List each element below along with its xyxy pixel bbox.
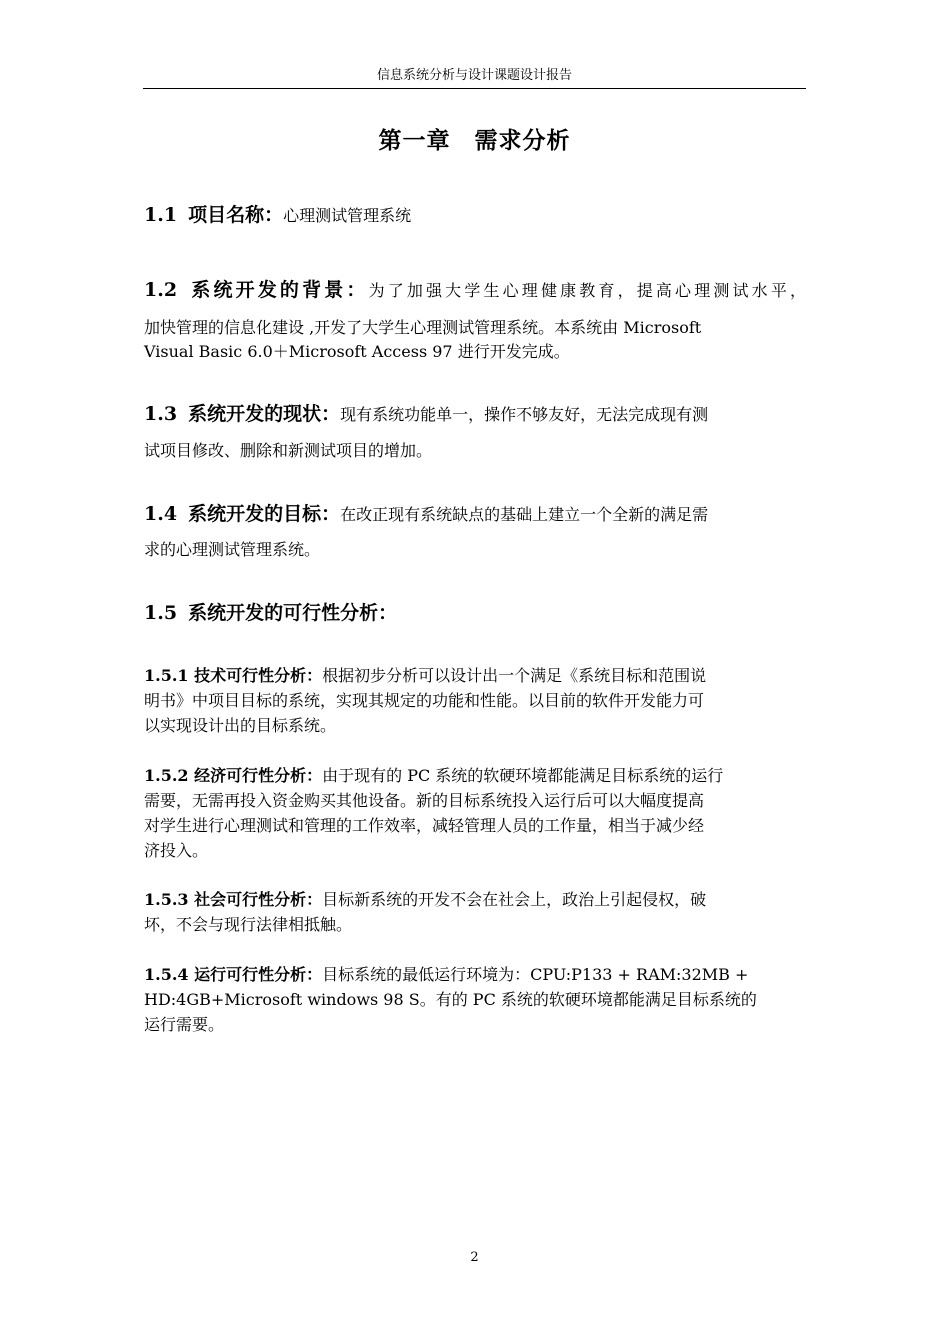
section-heading: 系统开发的可行性分析： [188,602,398,624]
section-1-3 [144,400,806,460]
section-text: 为了加强大学生心理健康教育，提高心理测试水平， [368,281,806,300]
section-number: 1.2 [144,279,178,301]
subsection-text: 对学生进行心理测试和管理的工作效率，减轻管理人员的工作量，相当于减少经 [144,816,705,835]
subsection-text: 由于现有的 PC 系统的软硬环境都能满足目标系统的运行 [322,766,724,785]
subsection-text: HD:4GB+Microsoft windows 98 S。有的 PC 系统的软硬环境都能满足目标系统的 [144,990,757,1009]
section-1-1 [144,201,806,230]
subsection-text: 目标系统的最低运行环境为：CPU:P133 + RAM:32MB + [322,965,749,984]
subsection-1-5-1 [144,663,806,738]
section-text-continued: 求的心理测试管理系统。 [144,540,321,559]
section-text-continued: Visual Basic 6.0＋Microsoft Access 97 进行开发完成。 [144,342,570,361]
subsection-text: 明书》中项目目标的系统，实现其规定的功能和性能。以目前的软件开发能力可 [144,691,705,710]
subsection-text: 济投入。 [144,841,209,860]
page-number: 2 [470,1250,479,1265]
section-1-2 [144,276,806,361]
subsection-text: 坏，不会与现行法律相抵触。 [144,915,353,934]
header-rule [143,88,806,89]
subsection-text: 需要，无需再投入资金购买其他设备。新的目标系统投入运行后可以大幅度提高 [144,791,705,810]
running-header: 信息系统分析与设计课题设计报告 [376,68,572,83]
section-heading: 系统开发的现状： [188,403,341,425]
section-text: 现有系统功能单一，操作不够友好，无法完成现有测 [340,405,709,424]
subsection-heading: 1.5.1 技术可行性分析： [144,666,323,685]
section-heading: 系统开发的背景： [191,279,369,301]
section-text: 心理测试管理系统 [283,206,412,225]
section-text-continued: 加快管理的信息化建设 ,开发了大学生心理测试管理系统。本系统由 Microsoft [144,318,702,337]
section-heading: 系统开发的目标： [188,503,341,525]
subsection-1-5-4 [144,962,806,1037]
section-number: 1.1 [144,204,178,226]
subsection-text: 目标新系统的开发不会在社会上，政治上引起侵权，破 [322,890,707,909]
subsection-1-5-2 [144,763,806,863]
chapter-title: 第一章 需求分析 [378,127,571,154]
section-number: 1.5 [144,602,178,624]
section-text: 在改正现有系统缺点的基础上建立一个全新的满足需 [340,505,709,524]
subsection-text: 以实现设计出的目标系统。 [144,716,337,735]
subsection-heading: 1.5.4 运行可行性分析： [144,965,323,984]
subsection-text: 运行需要。 [144,1015,225,1034]
subsection-heading: 1.5.3 社会可行性分析： [144,890,323,909]
section-heading: 项目名称： [188,204,284,226]
subsection-heading: 1.5.2 经济可行性分析： [144,766,323,785]
section-text-continued: 试项目修改、删除和新测试项目的增加。 [144,441,433,460]
section-number: 1.4 [144,503,178,525]
section-1-4 [144,500,806,559]
subsection-1-5-3 [144,887,806,937]
section-1-5 [144,599,806,628]
subsection-text: 根据初步分析可以设计出一个满足《系统目标和范围说 [322,666,707,685]
section-number: 1.3 [144,403,178,425]
